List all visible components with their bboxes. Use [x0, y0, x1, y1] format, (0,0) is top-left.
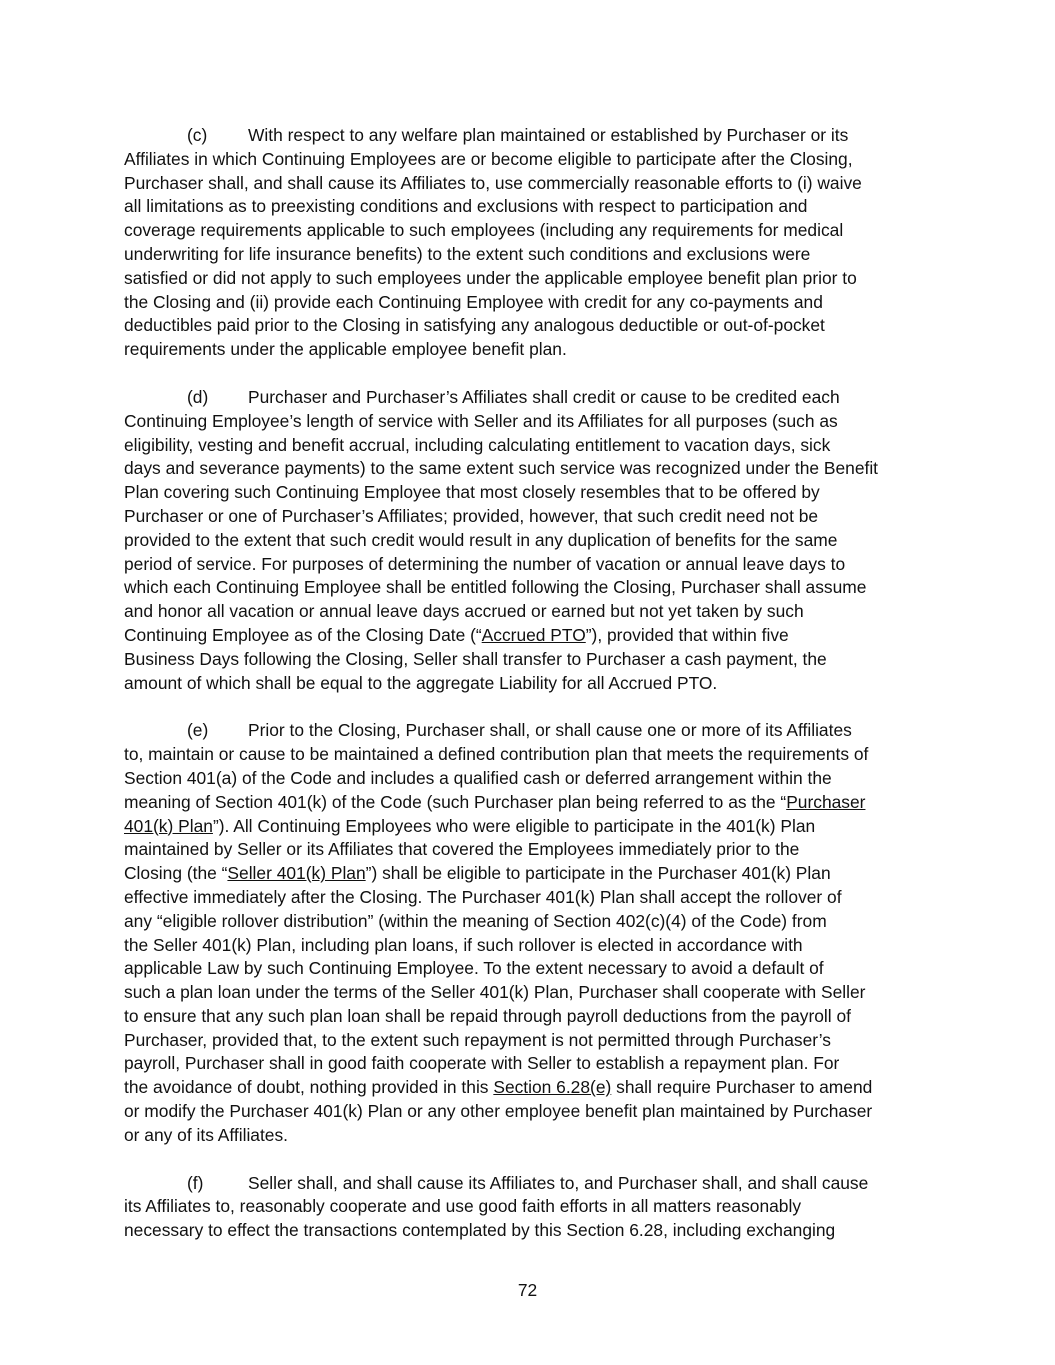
text-line	[124, 862, 934, 886]
text-segment: Purchaser, provided that, to the extent such repayment is not permitted through Purchaser’s	[124, 1029, 831, 1050]
text-segment: Continuing Employee’s length of service with Seller and its Affiliates for all purposes (such as	[124, 410, 838, 431]
text-line	[124, 243, 934, 267]
text-line	[124, 434, 934, 458]
text-segment: Purchaser and Purchaser’s Affiliates shall credit or cause to be credited each	[248, 386, 840, 407]
text-line	[124, 457, 934, 481]
text-segment: Plan covering such Continuing Employee that most closely resembles that to be offered by	[124, 482, 820, 503]
text-line	[124, 1172, 934, 1196]
text-segment: Purchaser shall, and shall cause its Affiliates to, use commercially reasonable efforts to (i) waive	[124, 172, 862, 193]
text-segment: underwriting for life insurance benefits) to the extent such conditions and exclusions were	[124, 243, 811, 264]
defined-term: 401(k) Plan	[124, 815, 213, 836]
paragraph-label: (c)	[187, 125, 208, 145]
text-line	[124, 505, 934, 529]
text-segment: the Closing and (ii) provide each Continuing Employee with credit for any co-payments and	[124, 291, 823, 312]
text-segment: maintained by Seller or its Affiliates that covered the Employees immediately prior to the	[124, 839, 800, 860]
defined-term: Section 6.28(e)	[493, 1077, 612, 1098]
text-line	[124, 981, 934, 1005]
text-line	[124, 172, 934, 196]
text-segment: the Seller 401(k) Plan, including plan loans, if such rollover is elected in accordance with	[124, 934, 803, 955]
text-segment: Business Days following the Closing, Seller shall transfer to Purchaser a cash payment, the	[124, 648, 827, 669]
text-line	[124, 624, 934, 648]
text-line	[124, 481, 934, 505]
text-segment: effective immediately after the Closing. The Purchaser 401(k) Plan shall accept the rollover of	[124, 886, 842, 907]
text-line	[124, 672, 934, 696]
text-segment: Purchaser or one of Purchaser’s Affiliates; provided, however, that such credit need not be	[124, 505, 819, 526]
text-segment: to, maintain or cause to be maintained a defined contribution plan that meets the requirements of	[124, 744, 869, 765]
text-segment: Affiliates in which Continuing Employees are or become eligible to participate after the Closing,	[124, 148, 853, 169]
text-segment: Continuing Employee as of the Closing Date (“	[124, 624, 482, 645]
text-segment: coverage requirements applicable to such employees (including any requirements for medical	[124, 220, 844, 241]
text-segment: ”) shall be eligible to participate in the Purchaser 401(k) Plan	[365, 863, 831, 884]
text-line	[124, 1219, 934, 1243]
text-segment: period of service. For purposes of determining the number of vacation or annual leave days to	[124, 553, 846, 574]
text-line	[124, 291, 934, 315]
text-segment: requirements under the applicable employee benefit plan.	[124, 339, 567, 360]
paragraph-e	[124, 719, 934, 1147]
text-line	[124, 815, 934, 839]
defined-term: Purchaser	[786, 791, 866, 812]
text-segment: amount of which shall be equal to the aggregate Liability for all Accrued PTO.	[124, 672, 718, 693]
text-line	[124, 886, 934, 910]
text-line	[124, 576, 934, 600]
text-segment: eligibility, vesting and benefit accrual, including calculating entitlement to vacation days, sick	[124, 434, 831, 455]
text-line	[124, 838, 934, 862]
text-segment: payroll, Purchaser shall in good faith cooperate with Seller to establish a repayment plan. For	[124, 1053, 840, 1074]
text-segment: satisfied or did not apply to such employees under the applicable employee benefit plan prior to	[124, 267, 857, 288]
text-segment: ”), provided that within five	[585, 624, 789, 645]
text-line	[124, 553, 934, 577]
paragraph-c	[124, 124, 934, 362]
text-segment: Section 401(a) of the Code and includes a qualified cash or deferred arrangement within the	[124, 767, 832, 788]
page-number: 72	[517, 1280, 538, 1300]
text-segment: Seller shall, and shall cause its Affiliates to, and Purchaser shall, and shall cause	[248, 1172, 869, 1193]
text-segment: any “eligible rollover distribution” (within the meaning of Section 402(c)(4) of the Code) from	[124, 910, 827, 931]
text-segment: Closing (the “	[124, 863, 228, 884]
text-line	[124, 648, 934, 672]
text-line	[124, 1076, 934, 1100]
text-segment: applicable Law by such Continuing Employee. To the extent necessary to avoid a default of	[124, 958, 824, 979]
text-line	[124, 1005, 934, 1029]
text-segment: ”). All Continuing Employees who were eligible to participate in the 401(k) Plan	[212, 815, 816, 836]
text-segment: such a plan loan under the terms of the Seller 401(k) Plan, Purchaser shall cooperate with Seller	[124, 982, 866, 1003]
text-line	[124, 219, 934, 243]
text-line	[124, 1124, 934, 1148]
text-segment: its Affiliates to, reasonably cooperate and use good faith efforts in all matters reasonably	[124, 1196, 802, 1217]
paragraph-label: (f)	[187, 1172, 204, 1193]
text-segment: the avoidance of doubt, nothing provided in this	[124, 1077, 494, 1098]
text-line	[124, 314, 934, 338]
text-segment: to ensure that any such plan loan shall be repaid through payroll deductions from the payroll of	[124, 1005, 851, 1026]
text-segment: Prior to the Closing, Purchaser shall, or shall cause one or more of its Affiliates	[248, 720, 852, 741]
text-line	[124, 386, 934, 410]
paragraph-f	[124, 1172, 934, 1243]
text-segment: or modify the Purchaser 401(k) Plan or any other employee benefit plan maintained by Purchaser	[124, 1101, 873, 1122]
text-segment: shall require Purchaser to amend	[611, 1077, 873, 1098]
text-line	[124, 1195, 934, 1219]
text-line	[124, 148, 934, 172]
text-line	[124, 124, 934, 148]
text-line	[124, 791, 934, 815]
text-line	[124, 1052, 934, 1076]
text-line	[124, 910, 934, 934]
text-line	[124, 1100, 934, 1124]
paragraph-d	[124, 386, 934, 695]
text-segment: and honor all vacation or annual leave days accrued or earned but not yet taken by such	[124, 601, 804, 622]
text-segment: or any of its Affiliates.	[124, 1124, 289, 1145]
text-line	[124, 1029, 934, 1053]
text-line	[124, 719, 934, 743]
defined-term: Accrued PTO	[481, 624, 586, 645]
text-line	[124, 957, 934, 981]
text-line	[124, 743, 934, 767]
paragraph-label: (e)	[187, 720, 209, 741]
text-segment: days and severance payments) to the same extent such service was recognized under the Benefit	[124, 458, 879, 479]
text-line	[124, 410, 934, 434]
text-line	[124, 267, 934, 291]
text-line	[124, 767, 934, 791]
paragraph-label: (d)	[187, 386, 209, 407]
text-segment: all limitations as to preexisting conditions and exclusions with respect to participation and	[124, 196, 808, 217]
text-line	[124, 529, 934, 553]
text-segment: deductibles paid prior to the Closing in satisfying any analogous deductible or out-of-pocket	[124, 315, 825, 336]
text-line	[124, 600, 934, 624]
text-segment: meaning of Section 401(k) of the Code (such Purchaser plan being referred to as the “	[124, 791, 787, 812]
text-segment: which each Continuing Employee shall be entitled following the Closing, Purchaser shall assume	[124, 577, 867, 598]
defined-term: Seller 401(k) Plan	[227, 863, 366, 884]
text-segment: With respect to any welfare plan maintained or established by Purchaser or its	[248, 125, 849, 145]
text-line	[124, 338, 934, 362]
text-segment: provided to the extent that such credit would result in any duplication of benefits for the same	[124, 529, 838, 550]
text-line	[124, 934, 934, 958]
text-segment: necessary to effect the transactions contemplated by this Section 6.28, including exchanging	[124, 1220, 836, 1241]
document-body	[124, 124, 934, 1267]
text-line	[124, 195, 934, 219]
